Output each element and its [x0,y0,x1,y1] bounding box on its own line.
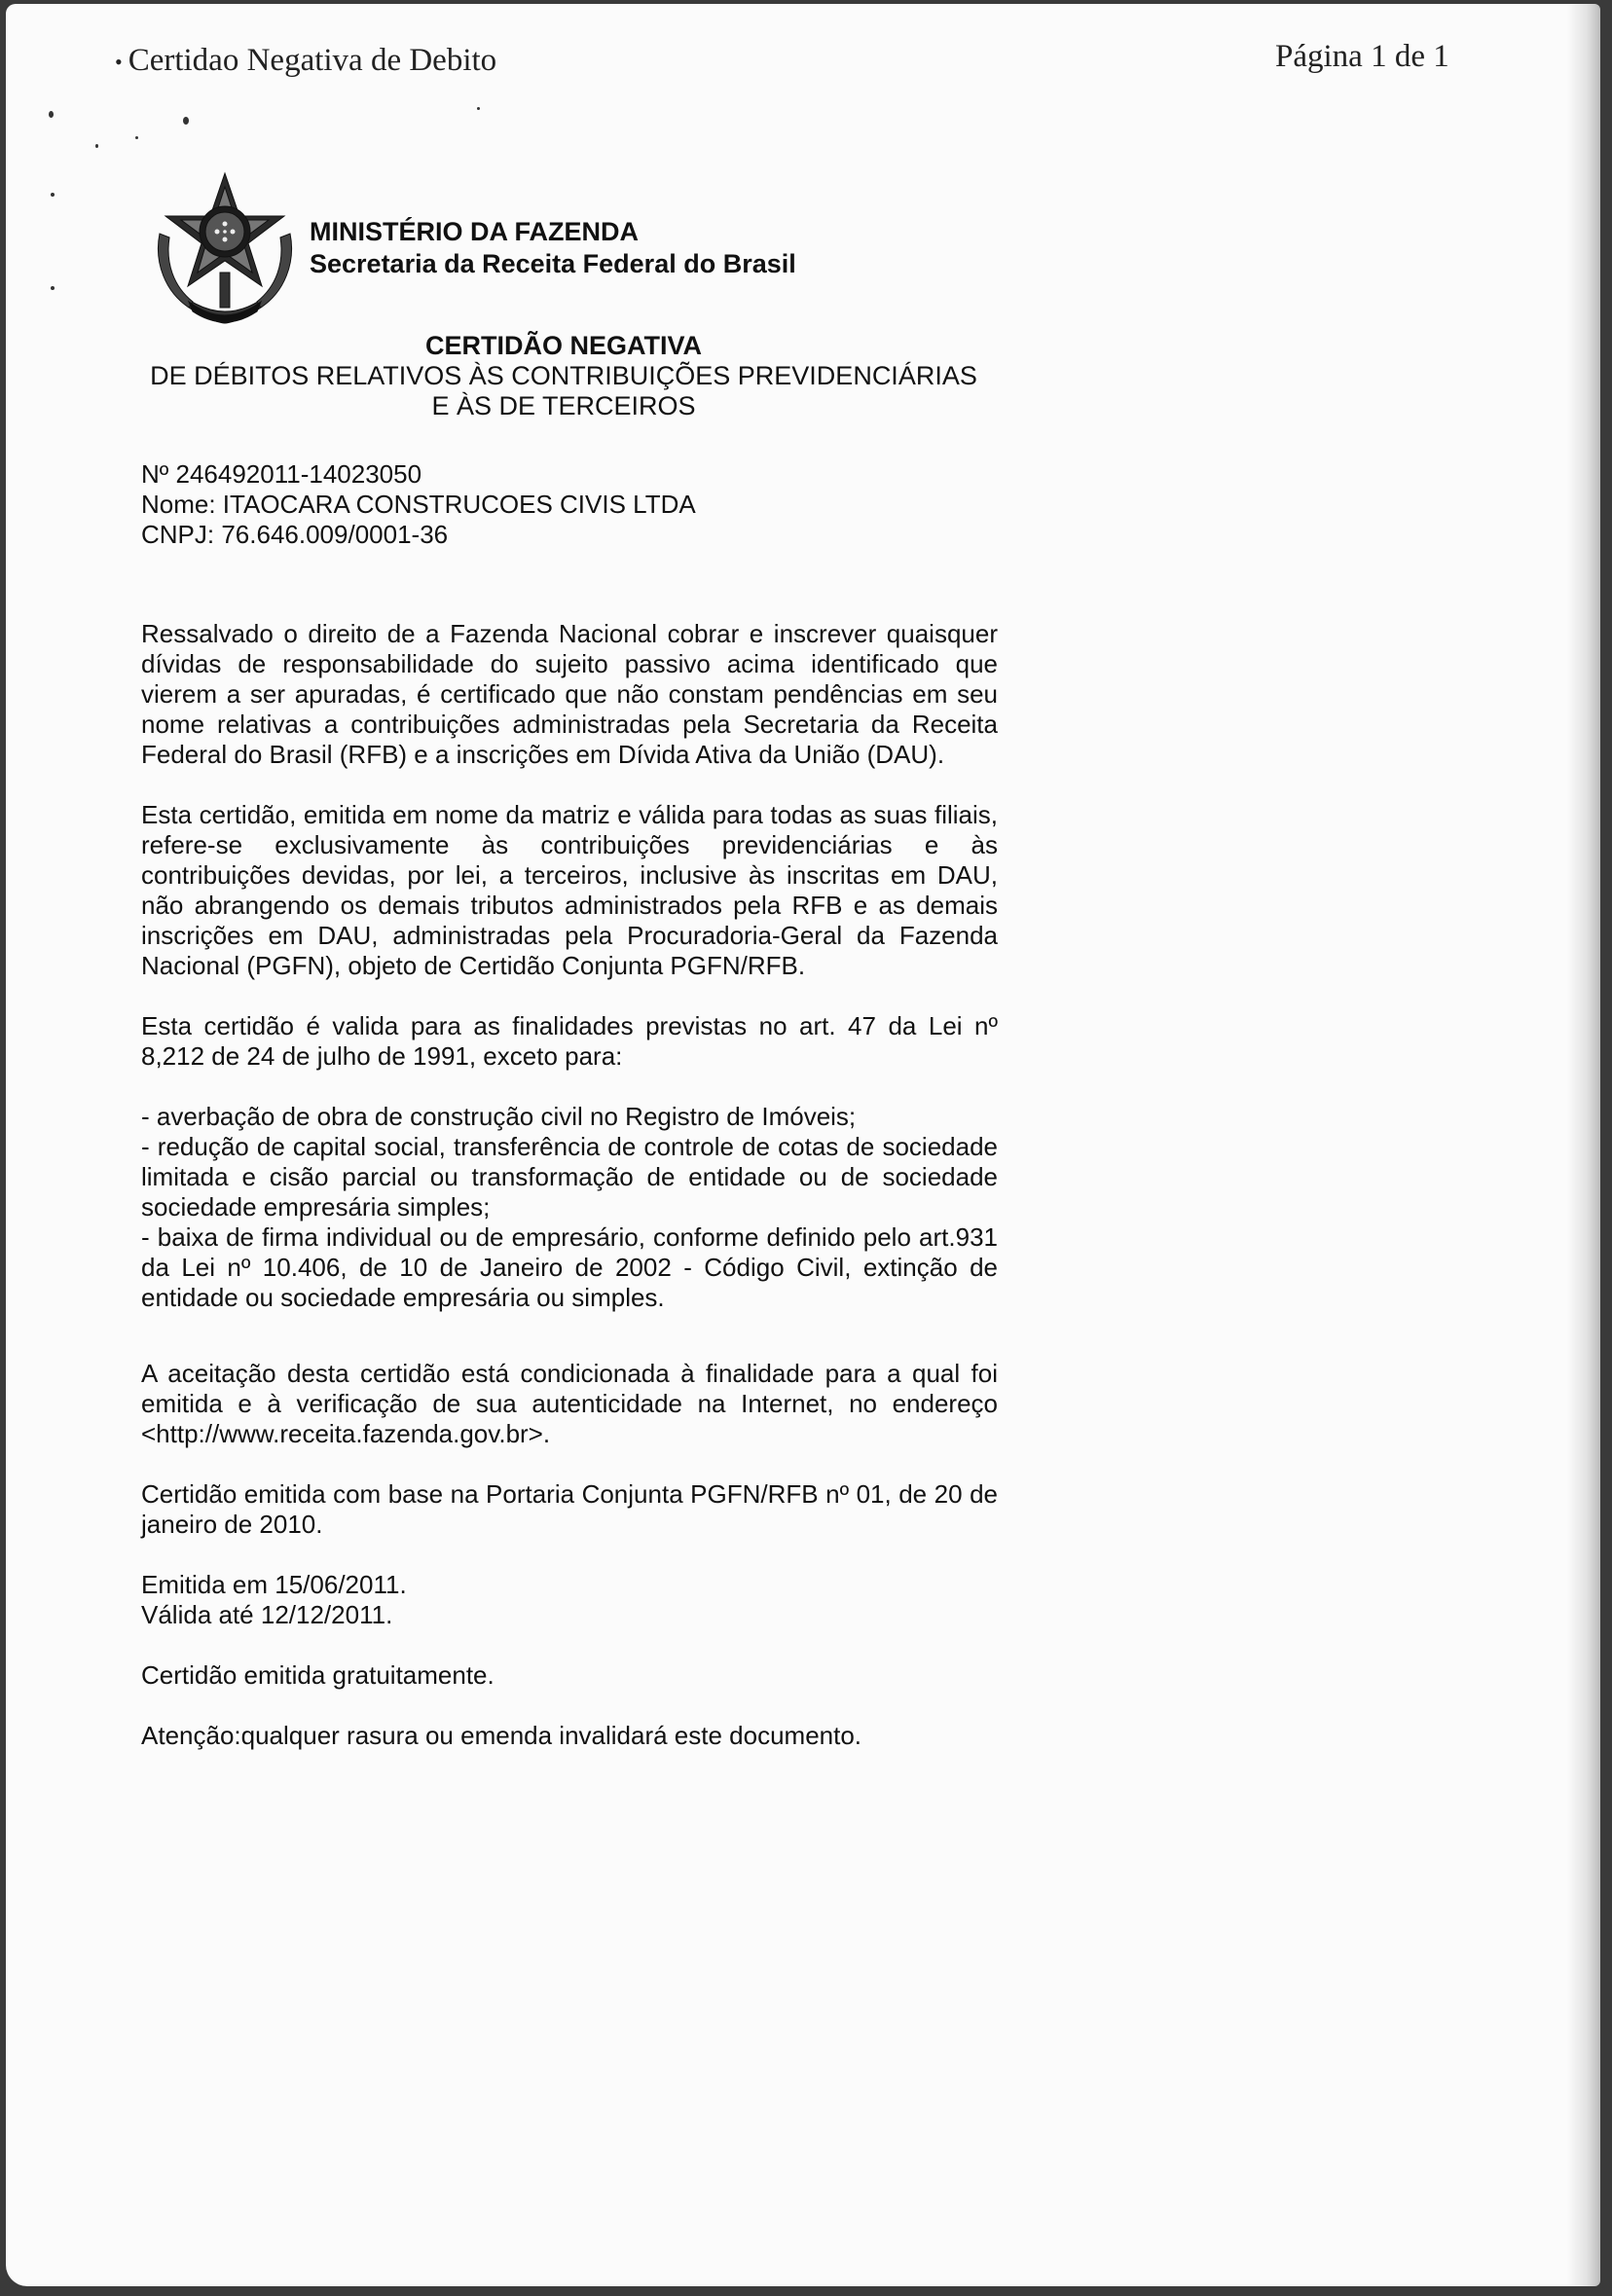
warning-note: Atenção:qualquer rasura ou emenda invalidará este documento. [141,1721,862,1750]
paragraph-scope: Esta certidão, emitida em nome da matriz e válida para todas as suas filiais, refere-se exclusivamente às contribuições previdenciárias e às contribuições devidas, por lei, a terceiros, inclusive às inscritas em DAU, não abrangendo os demais tributos administrados pela RFB e as demais inscrições em DAU, administradas pela Procuradoria-Geral da Fazenda Nacional (PGFN), objeto de Certidão Conjunta PGFN/RFB. [141,800,998,980]
title-line-2: DE DÉBITOS RELATIVOS ÀS CONTRIBUIÇÕES PREVIDENCIÁRIAS [150,361,977,390]
title-line-1: CERTIDÃO NEGATIVA [424,331,702,360]
secretariat-name: Secretaria da Receita Federal do Brasil [310,249,796,278]
certificate-number: Nº 246492011-14023050 [141,459,422,489]
certificate-body [141,619,998,1781]
paragraph-authenticity: A aceitação desta certidão está condicionada à finalidade para a qual foi emitida e à verificação de sua autenticidade na Internet, no endereço <http://www.receita.fazenda.gov.br>. [141,1359,998,1448]
scan-speck [51,193,55,197]
scan-speck [183,117,189,125]
certificate-title [138,331,989,421]
document-title: Certidao Negativa de Debito [128,43,497,78]
free-of-charge-note: Certidão emitida gratuitamente. [141,1660,495,1690]
paragraph-validity: Esta certidão é valida para as finalidades previstas no art. 47 da Lei nº 8,212 de 24 de julho de 1991, exceto para: [141,1011,998,1071]
exception-item: - redução de capital social, transferência de controle de cotas de sociedade limitada e cisão parcial ou transformação de entidade ou de sociedade sociedade empresária simples; [141,1132,998,1221]
valid-until-date: Válida até 12/12/2011. [141,1600,393,1629]
brazil-coat-of-arms-icon [150,165,300,329]
taxpayer-identification [141,459,696,550]
scan-speck [49,111,54,118]
exception-item: - baixa de firma individual ou de empresário, conforme definido pelo art.931 da Lei nº 10.406, de 10 de Janeiro de 2002 - Código Civil, extinção de entidade ou sociedade empresária ou simples. [141,1222,998,1312]
scan-speck [477,107,480,110]
exceptions-list [141,1102,998,1313]
taxpayer-name: Nome: ITAOCARA CONSTRUCOES CIVIS LTDA [141,490,696,519]
taxpayer-cnpj: CNPJ: 76.646.009/0001-36 [141,520,449,549]
scan-edge-shadow [1567,4,1600,2286]
paragraph-legal-basis: Certidão emitida com base na Portaria Conjunta PGFN/RFB nº 01, de 20 de janeiro de 2010. [141,1479,998,1539]
ministry-name: MINISTÉRIO DA FAZENDA [310,217,640,246]
organization-block [310,216,796,280]
scan-speck [135,136,138,139]
paragraph-clearance: Ressalvado o direito de a Fazenda Nacional cobrar e inscrever quaisquer dívidas de responsabilidade do sujeito passivo acima identificado que vierem a ser apuradas, é certificado que não constam pendências em seu nome relativas a contribuições administradas pela Secretaria da Receita Federal do Brasil (RFB) e a inscrições em Dívida Ativa da União (DAU). [141,619,998,769]
exception-item: - averbação de obra de construção civil no Registro de Imóveis; [141,1102,857,1131]
page-indicator: Página 1 de 1 [1275,39,1449,74]
title-line-3: E ÀS DE TERCEIROS [431,391,696,420]
scanned-page [6,4,1600,2286]
scan-speck [95,144,98,148]
document-header [115,43,496,79]
issue-date: Emitida em 15/06/2011. [141,1570,407,1599]
scan-speck [51,286,55,290]
bullet-icon: • [115,50,123,75]
